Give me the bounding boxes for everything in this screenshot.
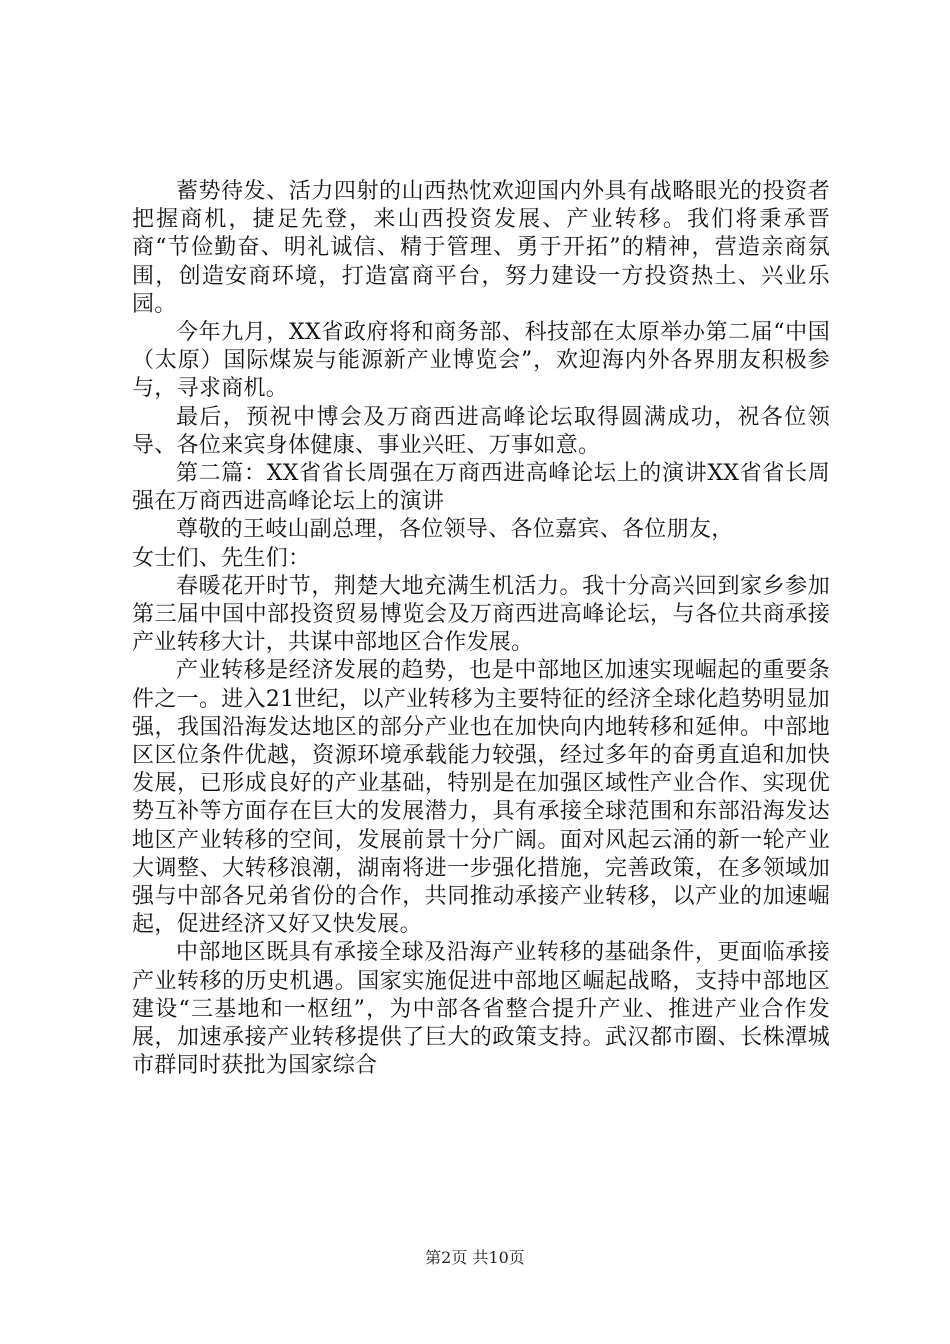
paragraph-industry-transfer-trend: 产业转移是经济发展的趋势，也是中部地区加速实现崛起的重要条件之一。进入21世纪，以产业转移为主要特征的经济全球化趋势明显加强，我国沿海发达地区的部分产业也在加快向内地转移和延伸。中部地区区位条件优越，资源环境承载能力较强，经过多年的奋勇直追和加快发展，已形成良好的产业基础，特别是在加强区域性产业合作、实现优势互补等方面存在巨大的发展潜力，具有承接全球范围和东部沿海发达地区产业转移的空间，发展前景十分广阔。面对风起云涌的新一轮产业大调整、大转移浪潮，湖南将进一步强化措施，完善政策，在多领域加强与中部各兄弟省份的合作，共同推动承接产业转移，以产业的加速崛起，促进经济又好又快发展。 — [132, 658, 830, 938]
paragraph-spring-greeting: 春暖花开时节，荆楚大地充满生机活力。我十分高兴回到家乡参加第三届中国中部投资贸易博览会及万商西进高峰论坛，与各位共商承接产业转移大计，共谋中部地区合作发展。 — [132, 573, 830, 656]
paragraph-expo-announcement: 今年九月，XX省政府将和商务部、科技部在太原举办第二届“中国（太原）国际煤炭与能源新产业博览会”，欢迎海内外各界朋友积极参与，寻求商机。 — [132, 320, 830, 402]
document-body — [132, 178, 830, 1081]
section-heading-second-article: 第二篇：XX省省长周强在万商西进高峰论坛上的演讲XX省省长周强在万商西进高峰论坛上的演讲 — [132, 461, 830, 515]
paragraph-central-region-opportunity: 中部地区既具有承接全球及沿海产业转移的基础条件，更面临承接产业转移的历史机遇。国家实施促进中部地区崛起战略，支持中部地区建设“三基地和一枢纽”，为中部各省整合提升产业、推进产业合作发展，加速承接产业转移提供了巨大的政策支持。武汉都市圈、长株潭城市群同时获批为国家综合 — [132, 940, 830, 1079]
salutation-line-2: 女士们、先生们： — [132, 545, 311, 571]
page-number-label: 第2页 共10页 — [425, 1248, 525, 1267]
page-footer — [0, 1248, 950, 1268]
salutation-line-1: 尊敬的王岐山副总理，各位领导、各位嘉宾、各位朋友， — [176, 517, 734, 543]
paragraph-closing-wishes: 最后，预祝中博会及万商西进高峰论坛取得圆满成功，祝各位领导、各位来宾身体健康、事业兴旺、万事如意。 — [132, 404, 830, 458]
paragraph-shanxi-welcome: 蓄势待发、活力四射的山西热忱欢迎国内外具有战略眼光的投资者把握商机，捷足先登，来山西投资发展、产业转移。我们将秉承晋商“节俭勤奋、明礼诚信、精于管理、勇于开拓”的精神，营造亲商氛围，创造安商环境，打造富商平台，努力建设一方投资热土、兴业乐园。 — [132, 179, 830, 317]
